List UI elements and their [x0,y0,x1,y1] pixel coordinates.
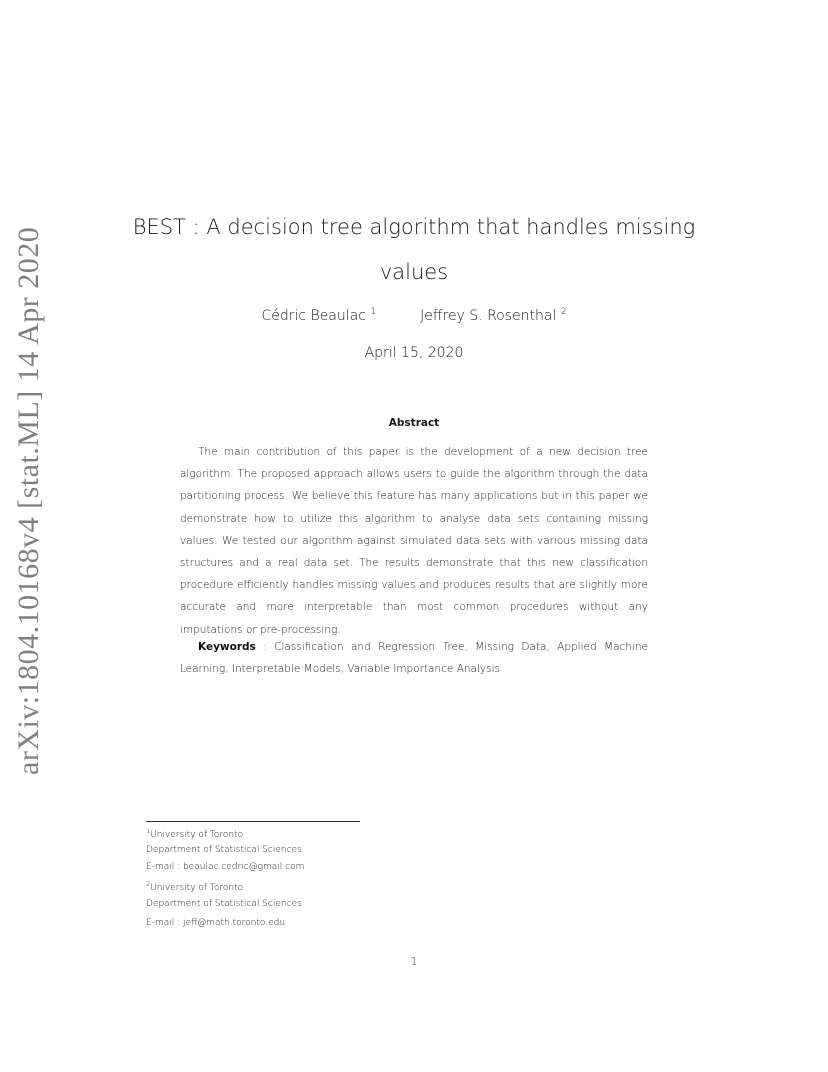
footnote-1-institution: $^1$University of Toronto [146,827,244,840]
paper-title: BEST : A decision tree algorithm that handles missing values [132,215,696,284]
author-rosenthal [420,307,566,324]
arxiv-identifier-stamp: arXiv:1804.10168v4 [stat.ML] 14 Apr 2020 [12,226,45,775]
affiliation-mark: 2 [560,307,567,317]
keywords-text: Classification and Regression Tree, Missing Data, Applied Machine Learning, Interpretable Models, Variable Importance Analysis [180,641,648,676]
abstract-heading: Abstract [388,417,440,429]
footnotes [146,822,546,933]
footnote-mark: 2 [146,880,151,889]
keywords-separator: : [255,641,275,653]
author-name: Cédric Beaulac [261,308,366,324]
footnote-2-email: E-mail : jeff@math.toronto.edu [146,917,286,928]
footnote-1-department: Department of Statistical Sciences [146,845,302,856]
publication-date: April 15, 2020 [364,345,464,361]
keywords-paragraph [180,636,648,680]
keywords-label: Keywords [198,641,256,653]
footnote-1-email: E-mail : beaulac.cedric@gmail.com [146,862,305,873]
abstract-body: The main contribution of this paper is the development of a new decision tree algorithm. The proposed approach allows users to guide the algorithm through the data partitioning process. We believe this feature has many applications but in this paper we demonstrate how to utilize this algorithm to analyse data sets containing missing values. We tested our algorithm against simulated data sets with various missing data structures and a real data set. The results demonstrate that this new classification procedure efficiently handles missing values and produces results that are slightly more accurate and more interpretable than most common procedures without any imputations or pre-processing. [180,446,648,636]
page-number: 1 [410,956,418,968]
footnote-2-department: Department of Statistical Sciences [146,898,302,909]
author-list [180,307,648,324]
footnote-2-institution: $^2$University of Toronto [146,880,244,894]
author-beaulac [261,307,376,324]
footnote-mark: 1 [146,827,151,835]
author-name: Jeffrey S. Rosenthal [420,308,557,324]
affiliation-mark: 1 [370,307,377,317]
